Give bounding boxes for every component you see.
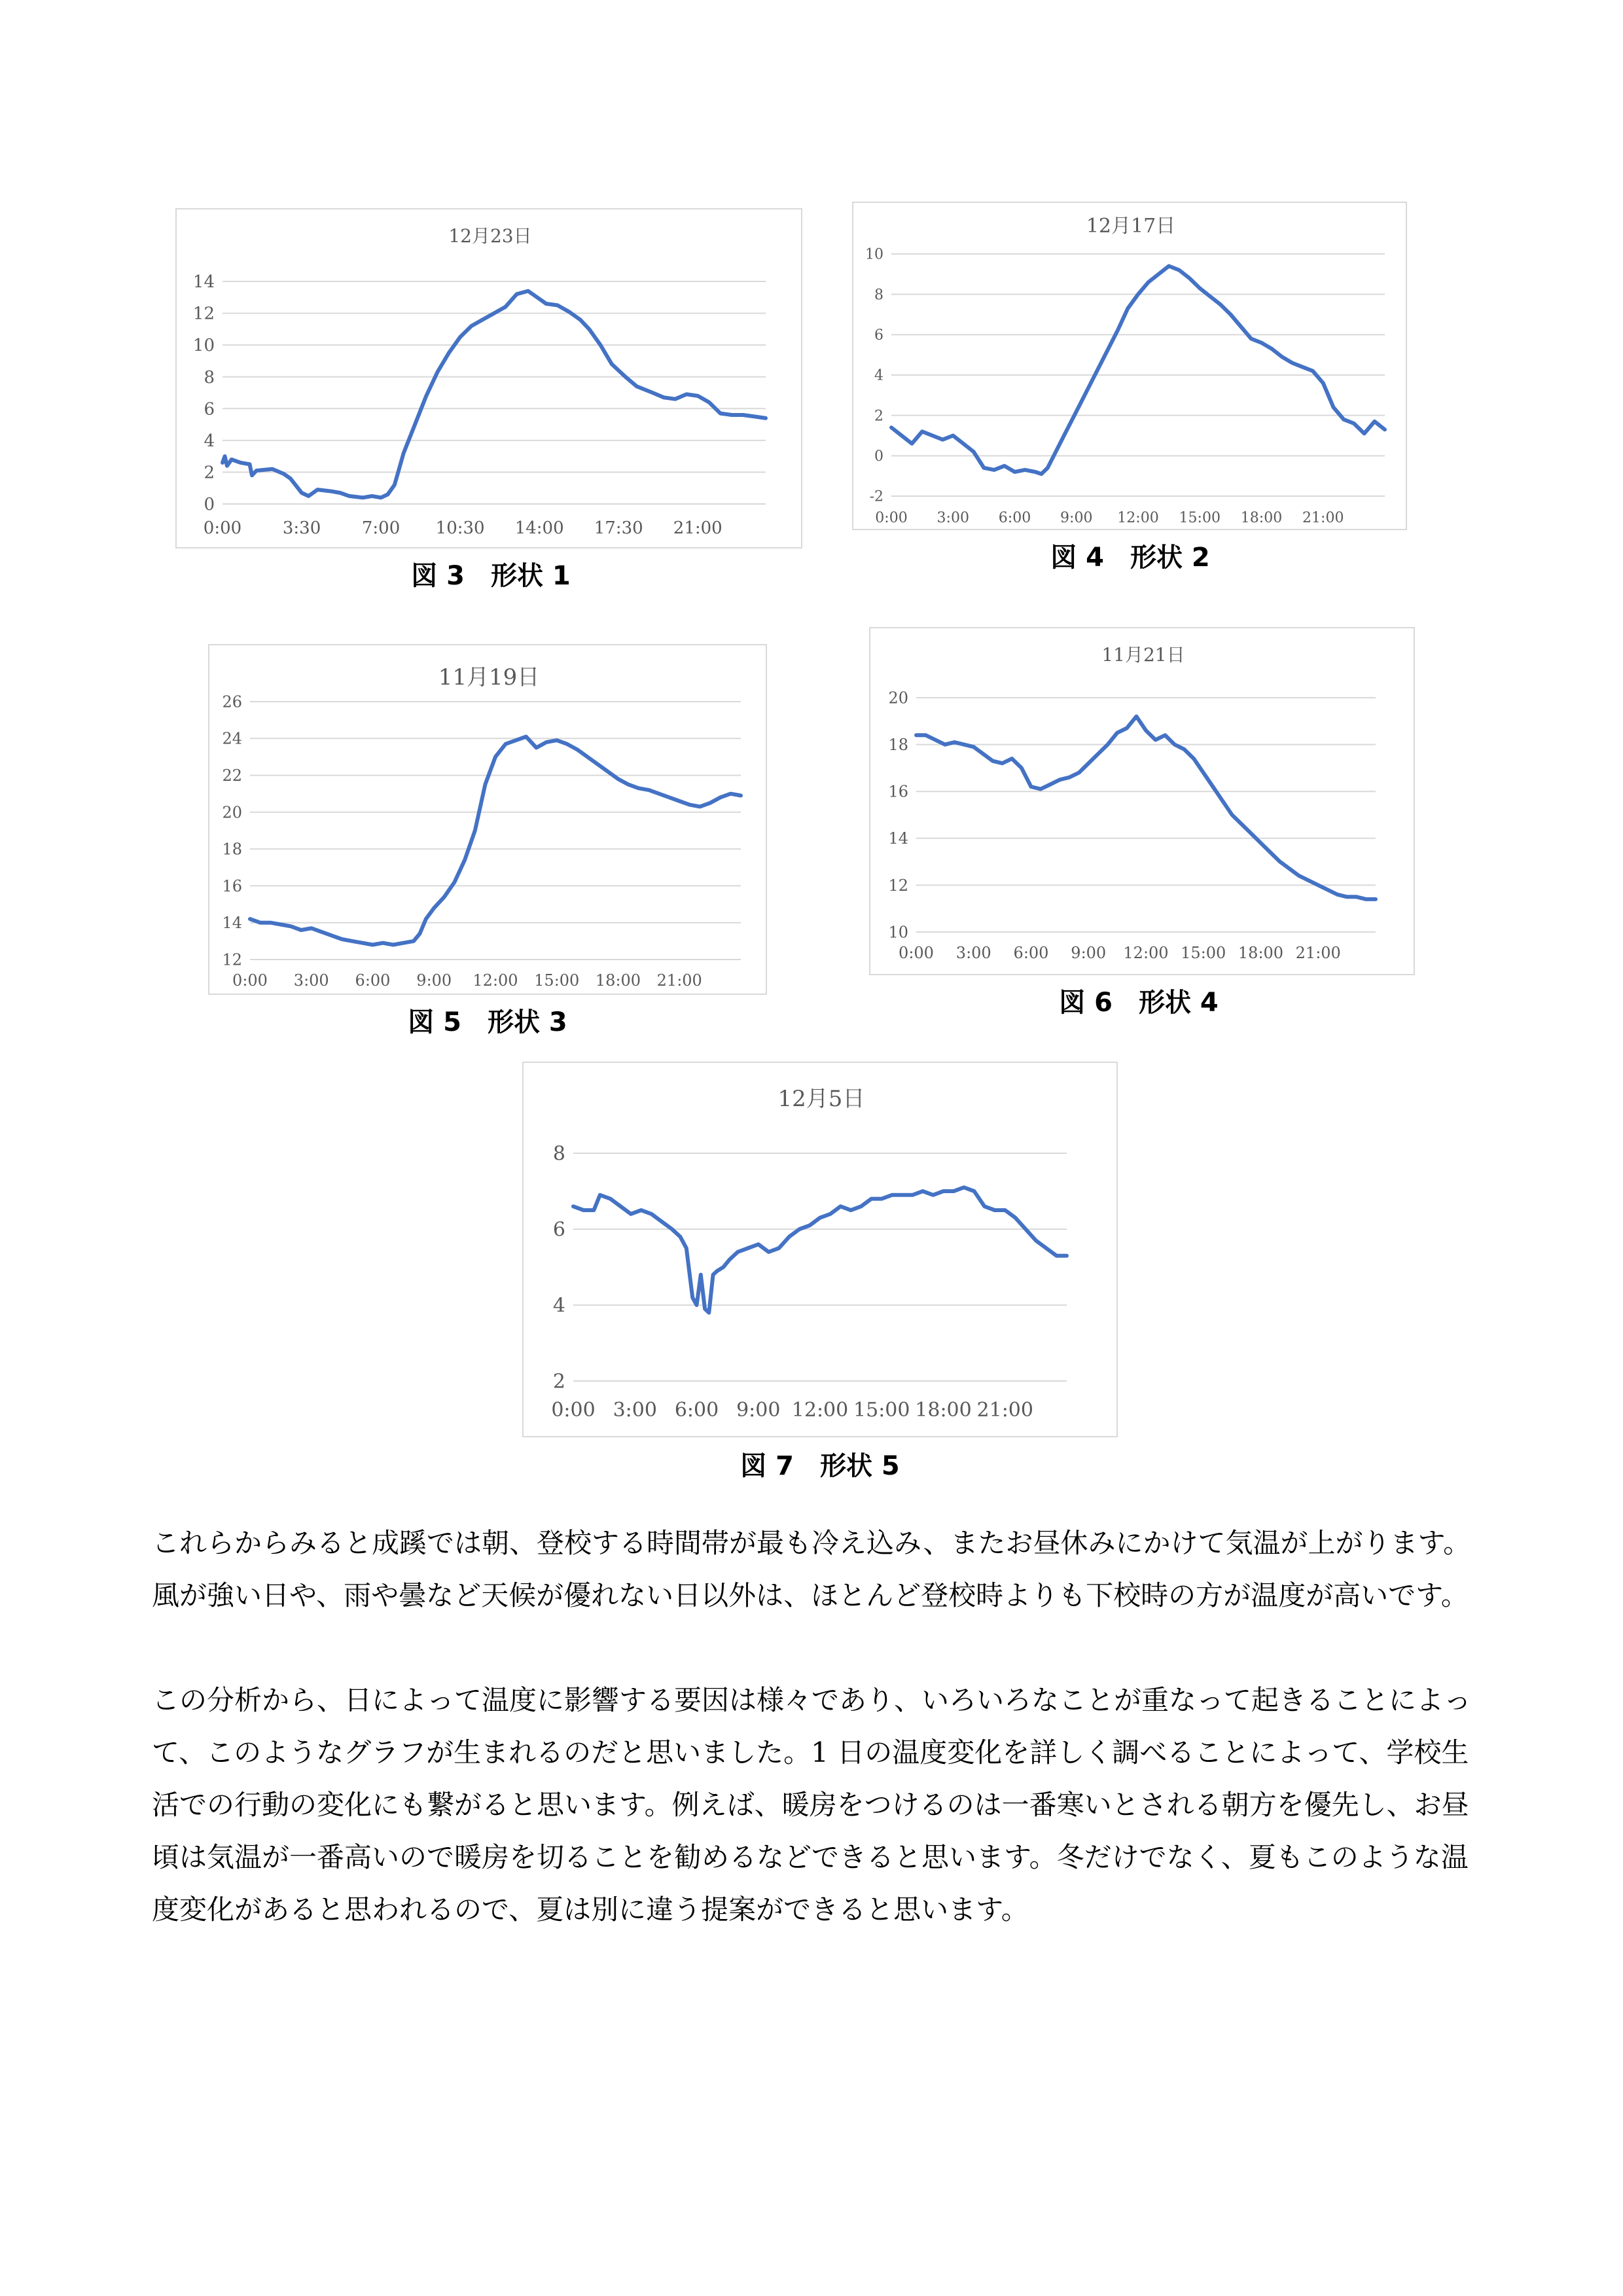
chart-fig3	[175, 208, 802, 548]
y-tick-label: 8	[552, 1142, 565, 1166]
x-tick-label: 9:00	[736, 1399, 781, 1422]
x-tick-label: 21:00	[1302, 510, 1344, 526]
y-tick-label: 10	[192, 336, 215, 356]
x-tick-label: 0:00	[899, 944, 934, 962]
y-tick-label: 12	[888, 876, 908, 895]
x-tick-label: 10:30	[435, 518, 485, 538]
y-tick-label: 14	[888, 829, 908, 848]
series-line	[573, 1187, 1067, 1312]
chart-title: 12月23日	[448, 225, 532, 247]
chart-fig6	[869, 627, 1415, 975]
x-tick-label: 7:00	[361, 518, 401, 538]
y-tick-label: 8	[874, 287, 883, 304]
y-tick-label: 2	[552, 1370, 565, 1393]
x-tick-label: 14:00	[514, 518, 564, 538]
chart-fig3-svg	[177, 209, 804, 550]
x-tick-label: 0:00	[203, 518, 242, 538]
y-tick-label: 18	[888, 736, 908, 754]
x-tick-label: 3:00	[936, 510, 969, 526]
x-tick-label: 15:00	[1181, 944, 1226, 962]
x-tick-label: 21:00	[656, 971, 702, 990]
y-tick-label: 0	[204, 495, 215, 515]
series-line	[891, 266, 1385, 475]
series-line	[916, 717, 1376, 899]
y-tick-label: 6	[552, 1218, 565, 1242]
y-tick-label: 16	[888, 782, 908, 801]
chart-title: 11月21日	[1101, 644, 1185, 666]
x-tick-label: 3:30	[282, 518, 321, 538]
series-line	[223, 291, 766, 498]
x-tick-label: 9:00	[1071, 944, 1107, 962]
y-tick-label: 4	[204, 431, 215, 451]
x-tick-label: 9:00	[1060, 510, 1093, 526]
x-tick-label: 12:00	[791, 1399, 849, 1422]
caption-fig3: 図 3 形状 1	[411, 561, 571, 591]
chart-title: 12月5日	[777, 1086, 865, 1112]
x-tick-label: 21:00	[673, 518, 722, 538]
x-tick-label: 18:00	[915, 1399, 972, 1422]
chart-title: 12月17日	[1086, 215, 1176, 238]
paragraph-1: これらからみると成蹊では朝、登校する時間帯が最も冷え込み、またお昼休みにかけて気温が上がります。風が強い日や、雨や曇など天候が優れない日以外は、ほとんど登校時よりも下校時の方が温度が高いです。	[152, 1527, 1471, 1611]
x-tick-label: 15:00	[853, 1399, 910, 1422]
y-tick-label: 12	[222, 950, 242, 969]
y-tick-label: 20	[888, 689, 908, 708]
x-tick-label: 15:00	[534, 971, 580, 990]
y-tick-label: 2	[204, 463, 215, 483]
x-tick-label: 3:00	[613, 1399, 657, 1422]
x-tick-label: 18:00	[595, 971, 641, 990]
x-tick-label: 6:00	[674, 1399, 719, 1422]
x-tick-label: 21:00	[976, 1399, 1033, 1422]
x-tick-label: 3:00	[293, 971, 329, 990]
y-tick-label: 14	[192, 272, 215, 293]
body-text	[152, 1517, 1474, 1988]
y-tick-label: 22	[222, 766, 242, 785]
x-tick-label: 12:00	[1117, 510, 1159, 526]
y-tick-label: 14	[222, 914, 242, 933]
paragraph-2: この分析から、日によって温度に影響する要因は様々であり、いろいろなことが重なって起きることによって、このようなグラフが生まれるのだと思いました。1 日の温度変化を詳しく調べることによって、学校生活での行動の変化にも繋がると思います。例えば、暖房をつけるのは一番寒いとされる朝方を優先し、お昼頃は気温が一番高いので暖房を切ることを勧めるなどできると思います。冬だけでなく、夏もこのような温度変化があると思われるので、夏は別に違う提案ができると思います。	[152, 1684, 1472, 1926]
caption-fig5: 図 5 形状 3	[408, 1007, 567, 1037]
y-tick-label: 20	[222, 803, 242, 822]
y-tick-label: 0	[874, 448, 883, 465]
x-tick-label: 3:00	[955, 944, 991, 962]
chart-fig4-svg	[853, 203, 1408, 531]
x-tick-label: 0:00	[232, 971, 268, 990]
x-tick-label: 18:00	[1240, 510, 1283, 526]
y-tick-label: -2	[869, 488, 883, 505]
chart-fig5-svg	[209, 645, 768, 996]
chart-fig7	[522, 1062, 1118, 1437]
caption-fig6: 図 6 形状 4	[1059, 988, 1219, 1018]
caption-fig7: 図 7 形状 5	[740, 1451, 900, 1481]
x-tick-label: 6:00	[998, 510, 1031, 526]
x-tick-label: 17:30	[594, 518, 643, 538]
chart-fig5	[208, 644, 767, 995]
x-tick-label: 6:00	[1013, 944, 1049, 962]
x-tick-label: 12:00	[1123, 944, 1169, 962]
y-tick-label: 18	[222, 840, 242, 859]
series-line	[250, 737, 741, 945]
y-tick-label: 26	[222, 692, 242, 711]
y-tick-label: 6	[204, 399, 215, 420]
chart-fig7-svg	[524, 1063, 1119, 1439]
y-tick-label: 6	[874, 327, 883, 344]
y-tick-label: 24	[222, 729, 242, 748]
x-tick-label: 18:00	[1238, 944, 1284, 962]
y-tick-label: 2	[874, 408, 883, 425]
x-tick-label: 0:00	[875, 510, 908, 526]
y-tick-label: 10	[865, 246, 883, 263]
y-tick-label: 8	[204, 367, 215, 387]
chart-fig6-svg	[870, 628, 1416, 977]
x-tick-label: 0:00	[551, 1399, 596, 1422]
x-tick-label: 12:00	[473, 971, 518, 990]
chart-fig4	[852, 202, 1407, 530]
y-tick-label: 10	[888, 923, 908, 942]
x-tick-label: 21:00	[1295, 944, 1341, 962]
x-tick-label: 9:00	[416, 971, 452, 990]
x-tick-label: 15:00	[1179, 510, 1221, 526]
y-tick-label: 16	[222, 876, 242, 895]
caption-fig4: 図 4 形状 2	[1050, 543, 1210, 573]
y-tick-label: 12	[192, 304, 215, 324]
y-tick-label: 4	[552, 1294, 565, 1318]
chart-title: 11月19日	[438, 664, 540, 691]
x-tick-label: 6:00	[355, 971, 391, 990]
y-tick-label: 4	[874, 367, 883, 384]
